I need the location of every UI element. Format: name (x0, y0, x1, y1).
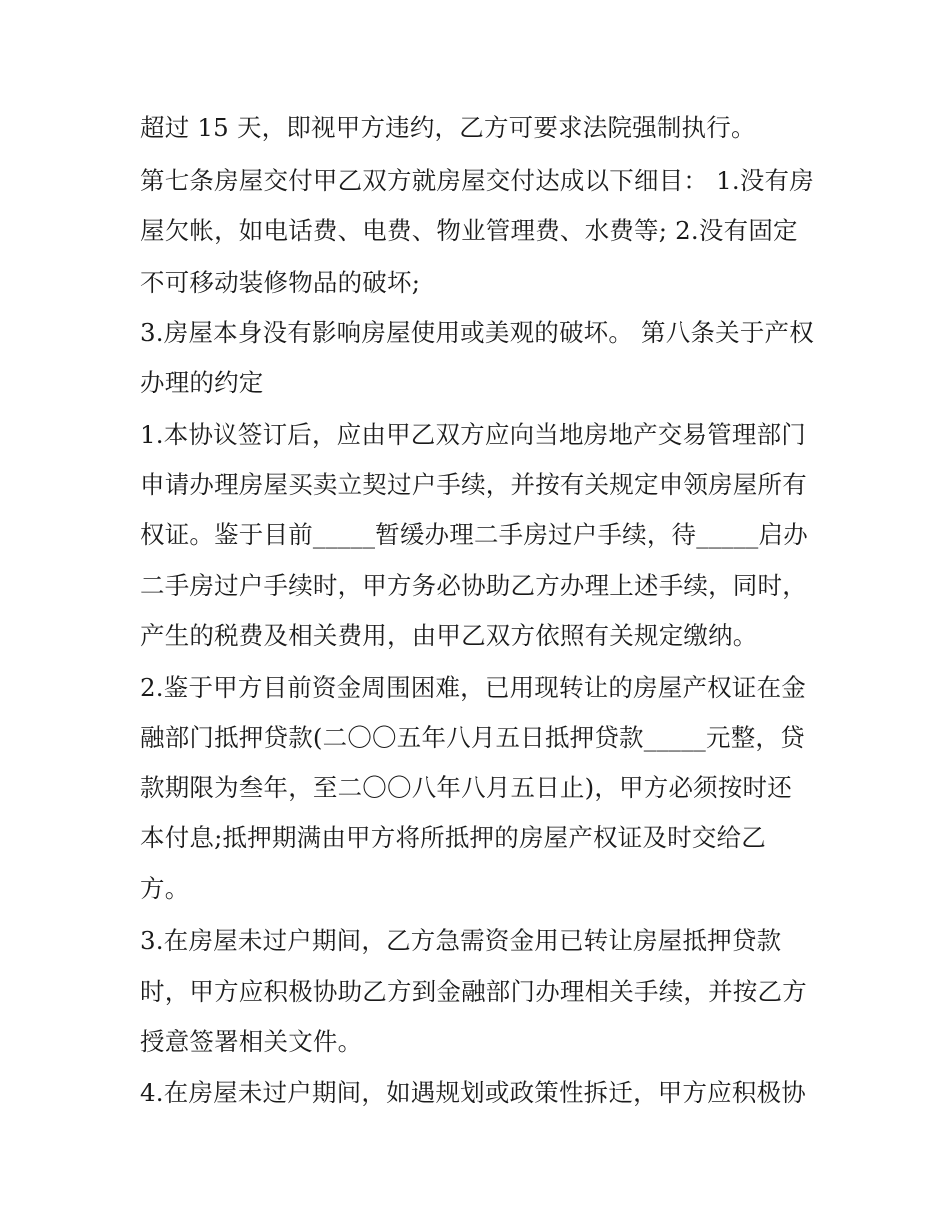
text-line: 3.在房屋未过户期间，乙方急需资金用已转让房屋抵押贷款 (140, 926, 782, 955)
text-line: 2.鉴于甲方目前资金周围困难，已用现转让的房屋产权证在金 (140, 673, 806, 702)
text-line: 权证。鉴于目前_____暂缓办理二手房过户手续，待_____启办 (140, 520, 808, 549)
text-line: 产生的税费及相关费用，由甲乙双方依照有关规定缴纳。 (140, 621, 758, 650)
text-line: 本付息;抵押期满由甲方将所抵押的房屋产权证及时交给乙 (140, 823, 766, 852)
text-line: 方。 (140, 874, 190, 903)
text-line: 授意签署相关文件。 (140, 1027, 363, 1056)
text-line: 融部门抵押贷款(二〇〇五年八月五日抵押贷款_____元整，贷 (140, 723, 805, 752)
text-line: 时，甲方应积极协助乙方到金融部门办理相关手续，并按乙方 (140, 977, 807, 1006)
text-line: 二手房过户手续时，甲方务必协助乙方办理上述手续，同时， (140, 571, 807, 600)
text-line: 超过 15 天，即视甲方违约，乙方可要求法院强制执行。 (140, 113, 756, 142)
text-line: 第七条房屋交付甲乙双方就房屋交付达成以下细目： 1.没有房 (140, 166, 814, 195)
text-line: 款期限为叁年，至二〇〇八年八月五日止)，甲方必须按时还 (140, 773, 792, 802)
text-line: 1.本协议签订后，应由甲乙双方应向当地房地产交易管理部门 (140, 420, 806, 449)
text-line: 办理的约定 (140, 368, 264, 397)
text-line: 屋欠帐，如电话费、电费、物业管理费、水费等; 2.没有固定 (140, 216, 798, 245)
text-line: 3.房屋本身没有影响房屋使用或美观的破坏。 第八条关于产权 (140, 318, 814, 347)
text-line: 不可移动装修物品的破坏; (140, 268, 421, 297)
text-line: 4.在房屋未过户期间，如遇规划或政策性拆迁，甲方应积极协 (140, 1078, 806, 1107)
text-line: 申请办理房屋买卖立契过户手续，并按有关规定申领房屋所有 (140, 470, 807, 499)
